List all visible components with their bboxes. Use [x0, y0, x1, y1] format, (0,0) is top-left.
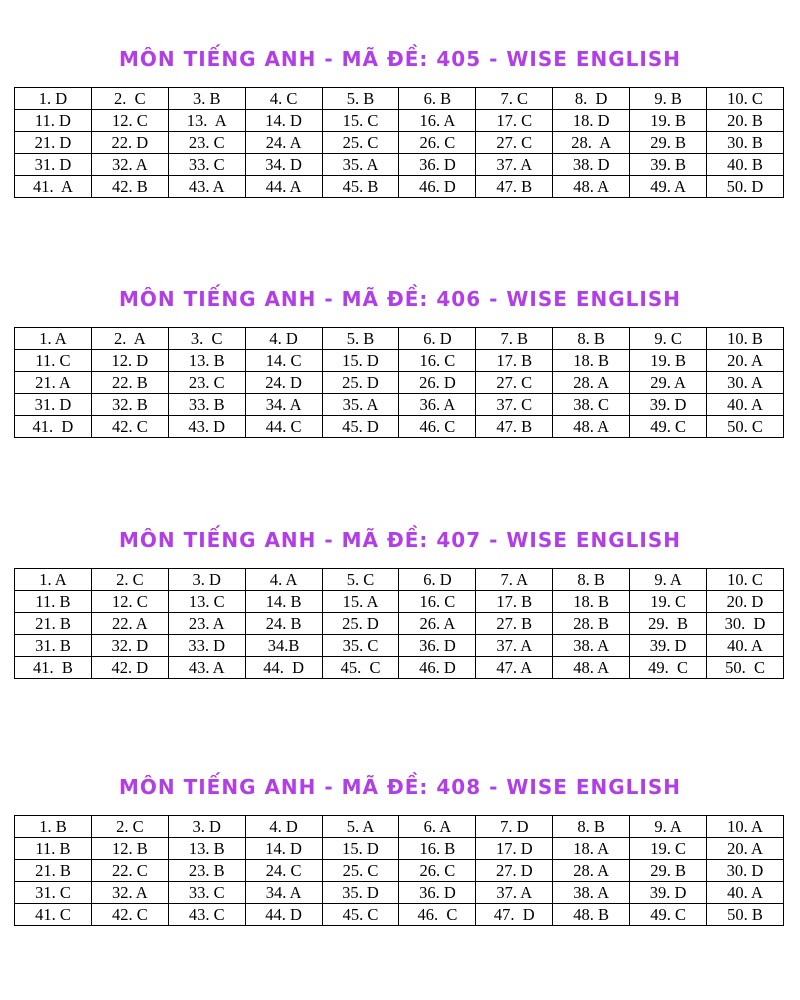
answer-cell: 8. D — [553, 88, 630, 110]
answer-cell: 29. B — [630, 860, 707, 882]
answer-cell: 35. A — [322, 154, 399, 176]
answer-cell: 9. A — [630, 569, 707, 591]
answer-cell: 18. B — [553, 591, 630, 613]
answer-cell: 38. D — [553, 154, 630, 176]
table-row — [15, 88, 784, 110]
answer-cell: 10. B — [707, 328, 784, 350]
answer-cell: 47. B — [476, 176, 553, 198]
answer-cell: 37. A — [476, 635, 553, 657]
answer-cell: 30. B — [707, 132, 784, 154]
answer-cell: 46. D — [399, 176, 476, 198]
answer-cell: 31. B — [15, 635, 92, 657]
answer-cell: 17. D — [476, 838, 553, 860]
answer-cell: 49. C — [630, 904, 707, 926]
answer-cell: 37. A — [476, 154, 553, 176]
answer-cell: 4. D — [245, 816, 322, 838]
answer-cell: 35. A — [322, 394, 399, 416]
answer-cell: 33. C — [168, 882, 245, 904]
answer-cell: 16. C — [399, 350, 476, 372]
answer-cell: 14. B — [245, 591, 322, 613]
answer-cell: 29. A — [630, 372, 707, 394]
answer-cell: 32. D — [91, 635, 168, 657]
answer-cell: 22. C — [91, 860, 168, 882]
answer-cell: 8. B — [553, 328, 630, 350]
answer-cell: 28. A — [553, 860, 630, 882]
table-row — [15, 860, 784, 882]
answer-cell: 26. C — [399, 860, 476, 882]
answer-cell: 46. C — [399, 416, 476, 438]
exam-title: MÔN TIẾNG ANH - MÃ ĐỀ: 405 - WISE ENGLISH — [118, 47, 682, 71]
answer-cell: 5. C — [322, 569, 399, 591]
answer-table — [14, 327, 784, 438]
answer-cell: 5. A — [322, 816, 399, 838]
answer-cell: 9. A — [630, 816, 707, 838]
answer-cell: 4. C — [245, 88, 322, 110]
answer-cell: 27. C — [476, 372, 553, 394]
answer-cell: 5. B — [322, 328, 399, 350]
answer-cell: 13. C — [168, 591, 245, 613]
answer-cell: 14. D — [245, 838, 322, 860]
answer-cell: 31. D — [15, 154, 92, 176]
answer-cell: 12. D — [91, 350, 168, 372]
answer-cell: 36. D — [399, 154, 476, 176]
answer-cell: 37. A — [476, 882, 553, 904]
answer-cell: 50. B — [707, 904, 784, 926]
answer-cell: 26. A — [399, 613, 476, 635]
answer-cell: 20. A — [707, 350, 784, 372]
answer-cell: 40. A — [707, 882, 784, 904]
answer-cell: 3. B — [168, 88, 245, 110]
answer-cell: 5. B — [322, 88, 399, 110]
answer-cell: 25. C — [322, 132, 399, 154]
answer-cell: 10. C — [707, 569, 784, 591]
answer-cell: 4. A — [245, 569, 322, 591]
answer-cell: 3. D — [168, 816, 245, 838]
answer-cell: 41. D — [15, 416, 92, 438]
answer-cell: 49. C — [630, 416, 707, 438]
table-row — [15, 176, 784, 198]
answer-cell: 50. D — [707, 176, 784, 198]
answer-cell: 45. C — [322, 904, 399, 926]
answer-cell: 45. C — [322, 657, 399, 679]
answer-cell: 20. B — [707, 110, 784, 132]
table-row — [15, 132, 784, 154]
answer-cell: 39. D — [630, 635, 707, 657]
answer-cell: 21. A — [15, 372, 92, 394]
answer-cell: 15. C — [322, 110, 399, 132]
answer-cell: 2. A — [91, 328, 168, 350]
answer-cell: 27. B — [476, 613, 553, 635]
answer-cell: 45. B — [322, 176, 399, 198]
answer-cell: 35. C — [322, 635, 399, 657]
answer-cell: 30. D — [707, 860, 784, 882]
exam-title: MÔN TIẾNG ANH - MÃ ĐỀ: 407 - WISE ENGLISH — [118, 528, 682, 552]
answer-cell: 3. C — [168, 328, 245, 350]
answer-cell: 1. A — [15, 569, 92, 591]
answer-cell: 44. A — [245, 176, 322, 198]
answer-cell: 47. B — [476, 416, 553, 438]
answer-cell: 32. A — [91, 882, 168, 904]
answer-cell: 15. A — [322, 591, 399, 613]
answer-cell: 16. B — [399, 838, 476, 860]
table-row — [15, 838, 784, 860]
answer-cell: 38. A — [553, 882, 630, 904]
answer-cell: 34.B — [245, 635, 322, 657]
answer-cell: 9. C — [630, 328, 707, 350]
answer-cell: 23. A — [168, 613, 245, 635]
answer-cell: 45. D — [322, 416, 399, 438]
answer-cell: 2. C — [91, 88, 168, 110]
answer-cell: 23. C — [168, 132, 245, 154]
table-row — [15, 591, 784, 613]
answer-cell: 17. B — [476, 350, 553, 372]
answer-cell: 11. C — [15, 350, 92, 372]
table-row — [15, 372, 784, 394]
table-row — [15, 657, 784, 679]
answer-cell: 2. C — [91, 569, 168, 591]
answer-cell: 9. B — [630, 88, 707, 110]
answer-cell: 24. A — [245, 132, 322, 154]
answer-cell: 37. C — [476, 394, 553, 416]
answer-cell: 36. D — [399, 882, 476, 904]
table-row — [15, 394, 784, 416]
answer-cell: 31. D — [15, 394, 92, 416]
answer-cell: 33. B — [168, 394, 245, 416]
answer-cell: 13. B — [168, 350, 245, 372]
table-row — [15, 569, 784, 591]
answer-cell: 22. B — [91, 372, 168, 394]
table-row — [15, 350, 784, 372]
answer-table — [14, 815, 784, 926]
answer-cell: 8. B — [553, 816, 630, 838]
answer-cell: 40. A — [707, 394, 784, 416]
answer-cell: 28. A — [553, 132, 630, 154]
answer-cell: 11. B — [15, 838, 92, 860]
answer-cell: 42. B — [91, 176, 168, 198]
answer-cell: 40. B — [707, 154, 784, 176]
table-row — [15, 882, 784, 904]
answer-cell: 6. A — [399, 816, 476, 838]
answer-cell: 38. A — [553, 635, 630, 657]
answer-cell: 39. D — [630, 882, 707, 904]
answer-cell: 18. A — [553, 838, 630, 860]
answer-cell: 36. A — [399, 394, 476, 416]
answer-cell: 17. C — [476, 110, 553, 132]
answer-table — [14, 87, 784, 198]
answer-cell: 50. C — [707, 657, 784, 679]
answer-cell: 18. D — [553, 110, 630, 132]
answer-cell: 7. C — [476, 88, 553, 110]
answer-cell: 19. C — [630, 838, 707, 860]
answer-cell: 43. A — [168, 657, 245, 679]
answer-cell: 1. B — [15, 816, 92, 838]
answer-cell: 42. D — [91, 657, 168, 679]
answer-cell: 44. D — [245, 904, 322, 926]
answer-cell: 22. A — [91, 613, 168, 635]
answer-cell: 29. B — [630, 132, 707, 154]
answer-cell: 42. C — [91, 904, 168, 926]
answer-cell: 1. A — [15, 328, 92, 350]
answer-cell: 34. A — [245, 882, 322, 904]
answer-cell: 42. C — [91, 416, 168, 438]
answer-cell: 14. C — [245, 350, 322, 372]
answer-cell: 48. A — [553, 657, 630, 679]
answer-cell: 19. B — [630, 110, 707, 132]
answer-cell: 17. B — [476, 591, 553, 613]
answer-cell: 41. C — [15, 904, 92, 926]
answer-cell: 20. A — [707, 838, 784, 860]
answer-cell: 21. D — [15, 132, 92, 154]
answer-cell: 16. A — [399, 110, 476, 132]
answer-cell: 38. C — [553, 394, 630, 416]
answer-cell: 48. A — [553, 176, 630, 198]
answer-cell: 10. A — [707, 816, 784, 838]
answer-cell: 10. C — [707, 88, 784, 110]
answer-cell: 16. C — [399, 591, 476, 613]
answer-cell: 8. B — [553, 569, 630, 591]
exam-title: MÔN TIẾNG ANH - MÃ ĐỀ: 408 - WISE ENGLISH — [118, 775, 682, 799]
answer-cell: 41. A — [15, 176, 92, 198]
table-row — [15, 416, 784, 438]
answer-cell: 46. C — [399, 904, 476, 926]
answer-cell: 28. B — [553, 613, 630, 635]
answer-cell: 26. C — [399, 132, 476, 154]
table-row — [15, 110, 784, 132]
answer-cell: 33. D — [168, 635, 245, 657]
answer-cell: 7. B — [476, 328, 553, 350]
answer-cell: 36. D — [399, 635, 476, 657]
answer-cell: 15. D — [322, 350, 399, 372]
table-row — [15, 816, 784, 838]
answer-cell: 7. D — [476, 816, 553, 838]
answer-cell: 11. D — [15, 110, 92, 132]
answer-cell: 47. D — [476, 904, 553, 926]
answer-cell: 32. B — [91, 394, 168, 416]
answer-cell: 4. D — [245, 328, 322, 350]
answer-cell: 20. D — [707, 591, 784, 613]
answer-cell: 39. D — [630, 394, 707, 416]
answer-table — [14, 568, 784, 679]
answer-cell: 43. A — [168, 176, 245, 198]
answer-cell: 25. D — [322, 613, 399, 635]
table-row — [15, 154, 784, 176]
answer-cell: 31. C — [15, 882, 92, 904]
answer-cell: 43. C — [168, 904, 245, 926]
answer-cell: 44. D — [245, 657, 322, 679]
answer-cell: 14. D — [245, 110, 322, 132]
answer-cell: 11. B — [15, 591, 92, 613]
answer-cell: 24. B — [245, 613, 322, 635]
answer-cell: 1. D — [15, 88, 92, 110]
answer-cell: 48. A — [553, 416, 630, 438]
answer-cell: 41. B — [15, 657, 92, 679]
answer-cell: 47. A — [476, 657, 553, 679]
answer-cell: 6. B — [399, 88, 476, 110]
answer-cell: 27. C — [476, 132, 553, 154]
answer-cell: 34. A — [245, 394, 322, 416]
answer-cell: 24. C — [245, 860, 322, 882]
answer-cell: 12. C — [91, 110, 168, 132]
answer-cell: 13. A — [168, 110, 245, 132]
answer-cell: 18. B — [553, 350, 630, 372]
answer-cell: 27. D — [476, 860, 553, 882]
answer-cell: 29. B — [630, 613, 707, 635]
answer-cell: 24. D — [245, 372, 322, 394]
answer-cell: 30. D — [707, 613, 784, 635]
answer-cell: 15. D — [322, 838, 399, 860]
answer-cell: 33. C — [168, 154, 245, 176]
answer-cell: 22. D — [91, 132, 168, 154]
exam-title: MÔN TIẾNG ANH - MÃ ĐỀ: 406 - WISE ENGLISH — [118, 287, 682, 311]
answer-cell: 46. D — [399, 657, 476, 679]
answer-cell: 26. D — [399, 372, 476, 394]
answer-cell: 3. D — [168, 569, 245, 591]
table-row — [15, 328, 784, 350]
answer-cell: 35. D — [322, 882, 399, 904]
answer-cell: 6. D — [399, 569, 476, 591]
answer-cell: 21. B — [15, 613, 92, 635]
answer-cell: 23. C — [168, 372, 245, 394]
table-row — [15, 904, 784, 926]
answer-cell: 25. D — [322, 372, 399, 394]
answer-cell: 21. B — [15, 860, 92, 882]
answer-cell: 7. A — [476, 569, 553, 591]
answer-cell: 44. C — [245, 416, 322, 438]
answer-cell: 40. A — [707, 635, 784, 657]
answer-cell: 6. D — [399, 328, 476, 350]
answer-cell: 25. C — [322, 860, 399, 882]
answer-cell: 28. A — [553, 372, 630, 394]
answer-cell: 48. B — [553, 904, 630, 926]
answer-cell: 19. B — [630, 350, 707, 372]
answer-cell: 49. C — [630, 657, 707, 679]
table-row — [15, 635, 784, 657]
answer-cell: 49. A — [630, 176, 707, 198]
answer-cell: 39. B — [630, 154, 707, 176]
answer-cell: 2. C — [91, 816, 168, 838]
answer-cell: 19. C — [630, 591, 707, 613]
answer-cell: 13. B — [168, 838, 245, 860]
answer-cell: 12. C — [91, 591, 168, 613]
answer-cell: 12. B — [91, 838, 168, 860]
table-row — [15, 613, 784, 635]
answer-cell: 50. C — [707, 416, 784, 438]
answer-cell: 43. D — [168, 416, 245, 438]
answer-cell: 32. A — [91, 154, 168, 176]
answer-cell: 30. A — [707, 372, 784, 394]
answer-cell: 34. D — [245, 154, 322, 176]
answer-cell: 23. B — [168, 860, 245, 882]
